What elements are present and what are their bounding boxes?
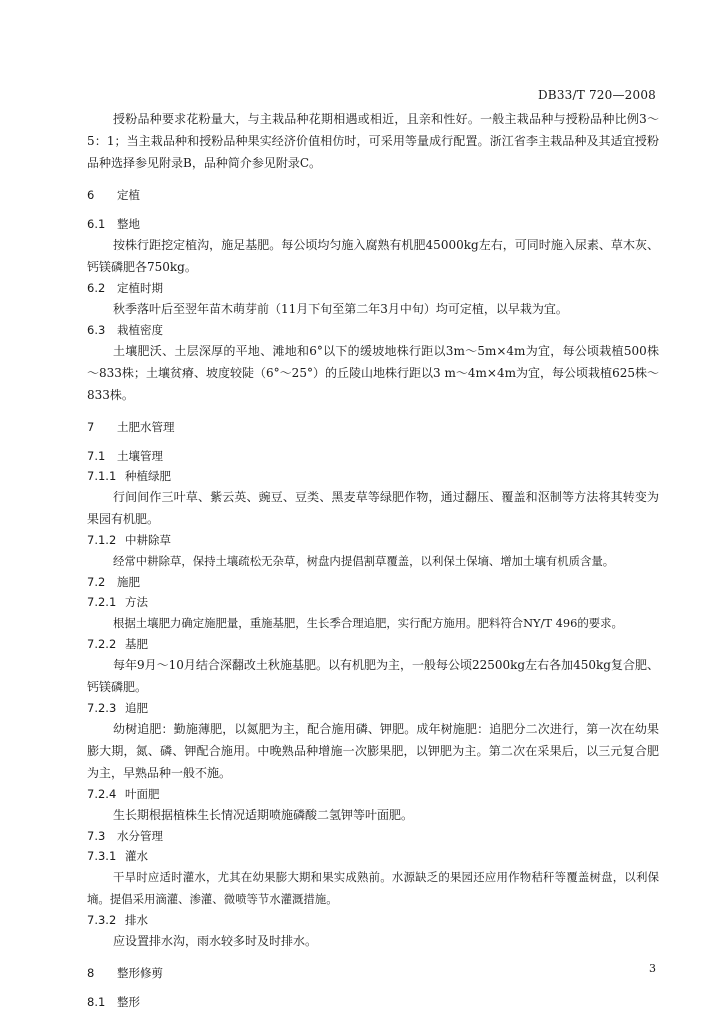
paragraph: 行间间作三叶草、紫云英、豌豆、豆类、黑麦草等绿肥作物，通过翻压、覆盖和沤制等方法将其转变为果园有机肥。 bbox=[87, 490, 659, 526]
subsection-number: 7.3.2 bbox=[87, 913, 117, 927]
paragraph: 应设置排水沟，雨水较多时及时排水。 bbox=[113, 934, 318, 948]
subsection-number: 7.1.1 bbox=[87, 469, 117, 483]
subsection-title: 方法 bbox=[125, 595, 148, 609]
section-title: 整形修剪 bbox=[117, 966, 163, 980]
subsection-title: 整地 bbox=[117, 217, 140, 231]
subsection-heading bbox=[87, 214, 659, 234]
subsection-title: 水分管理 bbox=[117, 829, 163, 843]
paragraph: 土壤肥沃、土层深厚的平地、滩地和6°以下的缓坡地株行距以3m～5m×4m为宜，每公顷栽植500株～833株；土壤贫瘠、坡度较陡（6°～25°）的丘陵山地株行距以3 m～4m×4m为宜，每公顷栽植625株～833株。 bbox=[87, 344, 659, 402]
subsection-title: 叶面肥 bbox=[125, 787, 160, 801]
subsection-heading bbox=[87, 846, 659, 866]
paragraph: 每年9月～10月结合深翻改土秋施基肥。以有机肥为主，一般每公顷22500kg左右各加450kg复合肥、钙镁磷肥。 bbox=[87, 658, 659, 694]
subsection-number: 7.1.2 bbox=[87, 533, 117, 547]
subsection-heading bbox=[87, 592, 659, 612]
subsection-heading bbox=[87, 634, 659, 654]
subsection-number: 7.2.4 bbox=[87, 787, 117, 801]
paragraph: 经常中耕除草，保持土壤疏松无杂草，树盘内提倡割草覆盖，以利保土保墒、增加土壤有机质含量。 bbox=[113, 554, 615, 568]
subsection-number: 7.3 bbox=[87, 829, 106, 843]
standard-code: DB33/T 720—2008 bbox=[537, 88, 656, 102]
subsection-heading bbox=[87, 784, 659, 804]
subsection-number: 8.1 bbox=[87, 995, 106, 1009]
subsection-title: 基肥 bbox=[125, 637, 148, 651]
subsection-title: 土壤管理 bbox=[117, 449, 163, 463]
subsection-title: 排水 bbox=[125, 913, 148, 927]
subsection-title: 种植绿肥 bbox=[125, 469, 171, 483]
subsection-heading bbox=[87, 320, 659, 340]
subsection-title: 追肥 bbox=[125, 701, 148, 715]
section-title: 定植 bbox=[117, 188, 140, 202]
paragraph: 按株行距挖定植沟，施足基肥。每公顷均匀施入腐熟有机肥45000kg左右，可同时施入尿素、草木灰、钙镁磷肥各750kg。 bbox=[87, 238, 659, 274]
section-number: 8 bbox=[87, 966, 95, 980]
subsection-title: 定植时期 bbox=[117, 281, 163, 295]
section-heading bbox=[87, 184, 659, 206]
subsection-title: 中耕除草 bbox=[125, 533, 171, 547]
subsection-heading bbox=[87, 992, 659, 1012]
subsection-title: 栽植密度 bbox=[117, 323, 163, 337]
subsection-number: 7.2 bbox=[87, 575, 106, 589]
subsection-number: 7.2.3 bbox=[87, 701, 117, 715]
document-body bbox=[87, 108, 659, 1012]
paragraph: 授粉品种要求花粉量大，与主栽品种花期相遇或相近，且亲和性好。一般主栽品种与授粉品种比例3～5：1；当主栽品种和授粉品种果实经济价值相仿时，可采用等量成行配置。浙江省李主栽品种及其适宜授粉品种选择参见附录B，品种简介参见附录C。 bbox=[87, 112, 659, 170]
subsection-heading bbox=[87, 446, 659, 466]
page-number: 3 bbox=[649, 962, 656, 975]
paragraph: 秋季落叶后至翌年苗木萌芽前（11月下旬至第二年3月中旬）均可定植，以早栽为宜。 bbox=[113, 302, 568, 316]
subsection-number: 6.2 bbox=[87, 281, 106, 295]
paragraph: 根据土壤肥力确定施肥量，重施基肥，生长季合理追肥，实行配方施用。肥料符合NY/T 496的要求。 bbox=[113, 616, 623, 630]
subsection-number: 7.3.1 bbox=[87, 849, 117, 863]
subsection-heading bbox=[87, 826, 659, 846]
subsection-title: 整形 bbox=[117, 995, 140, 1009]
subsection-number: 6.1 bbox=[87, 217, 106, 231]
paragraph: 生长期根据植株生长情况适期喷施磷酸二氢钾等叶面肥。 bbox=[113, 808, 414, 822]
paragraph: 干旱时应适时灌水，尤其在幼果膨大期和果实成熟前。水源缺乏的果园还应用作物秸秆等覆盖树盘，以利保墒。提倡采用滴灌、渗灌、微喷等节水灌溉措施。 bbox=[87, 870, 659, 906]
subsection-heading bbox=[87, 530, 659, 550]
subsection-heading bbox=[87, 278, 659, 298]
subsection-heading bbox=[87, 466, 659, 486]
section-title: 土肥水管理 bbox=[117, 420, 175, 434]
subsection-heading bbox=[87, 572, 659, 592]
section-number: 6 bbox=[87, 188, 95, 202]
paragraph: 幼树追肥：勤施薄肥，以氮肥为主，配合施用磷、钾肥。成年树施肥：追肥分二次进行，第一次在幼果膨大期，氮、磷、钾配合施用。中晚熟品种增施一次膨果肥，以钾肥为主。第二次在采果后，以三元复合肥为主，早熟品种一般不施。 bbox=[87, 722, 659, 780]
section-number: 7 bbox=[87, 420, 95, 434]
subsection-heading bbox=[87, 698, 659, 718]
subsection-number: 7.2.2 bbox=[87, 637, 117, 651]
section-heading bbox=[87, 416, 659, 438]
subsection-number: 7.1 bbox=[87, 449, 106, 463]
subsection-heading bbox=[87, 910, 659, 930]
subsection-title: 施肥 bbox=[117, 575, 140, 589]
subsection-number: 6.3 bbox=[87, 323, 106, 337]
subsection-title: 灌水 bbox=[125, 849, 148, 863]
subsection-number: 7.2.1 bbox=[87, 595, 117, 609]
section-heading bbox=[87, 962, 659, 984]
